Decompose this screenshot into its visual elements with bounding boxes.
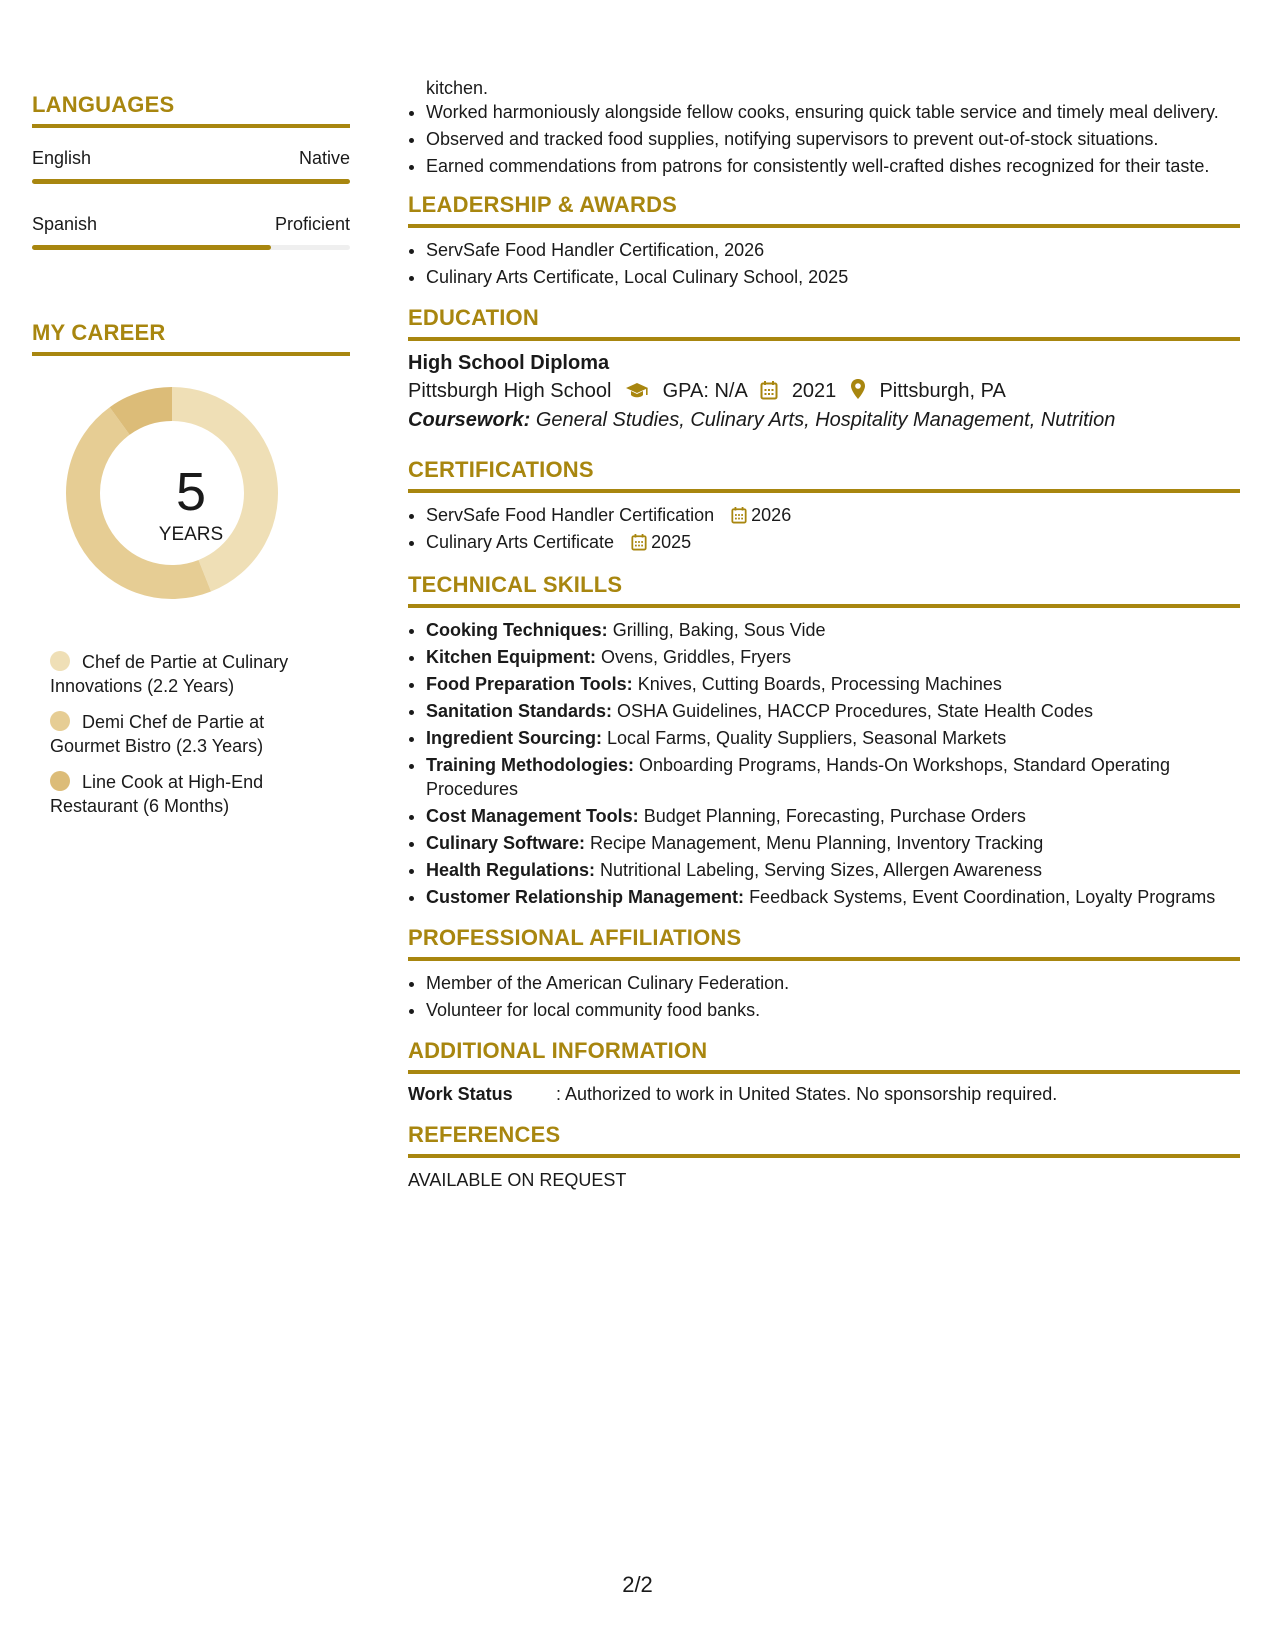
- skill-value: Onboarding Programs, Hands-On Workshops, Standard Operating Procedures: [426, 755, 1170, 799]
- career-legend-item: [50, 770, 330, 818]
- language-bar-fill: [32, 245, 271, 250]
- certification-name: Culinary Arts Certificate: [426, 532, 615, 552]
- skill-label: Cooking Techniques:: [426, 620, 608, 640]
- main-column: [408, 0, 1240, 1192]
- list-item: • Earned commendations from patrons for consistently well-crafted dishes recognized for their taste.: [426, 154, 1240, 178]
- calendar-icon: [760, 380, 778, 400]
- certifications-title: CERTIFICATIONS: [408, 457, 1240, 493]
- career-donut: [32, 386, 350, 616]
- certification-year: 2025: [651, 532, 692, 552]
- sidebar: [32, 0, 350, 830]
- additional-info-title: ADDITIONAL INFORMATION: [408, 1038, 1240, 1074]
- skill-value: Ovens, Griddles, Fryers: [601, 647, 792, 667]
- education-degree: High School Diploma: [408, 352, 610, 374]
- skill-value: Recipe Management, Menu Planning, Inventory Tracking: [590, 833, 1044, 853]
- experience-bullets: [408, 100, 1240, 178]
- language-name: Spanish: [32, 214, 98, 234]
- skill-label: Kitchen Equipment:: [426, 647, 596, 667]
- career-legend-label: Line Cook at High-End Restaurant (6 Months): [50, 772, 264, 816]
- list-item: • Volunteer for local community food banks.: [426, 998, 1240, 1022]
- skill-value: Feedback Systems, Event Coordination, Loyalty Programs: [749, 887, 1216, 907]
- work-status-row: [408, 1082, 1240, 1106]
- list-item: [426, 831, 1240, 855]
- language-bar: [32, 179, 350, 184]
- list-item: [426, 753, 1240, 801]
- career-legend: [32, 650, 330, 818]
- career-donut-slice: [120, 404, 172, 421]
- experience-continuation: kitchen.: [426, 78, 489, 98]
- education-school: Pittsburgh High School: [408, 380, 612, 402]
- skill-value: Nutritional Labeling, Serving Sizes, Allergen Awareness: [600, 860, 1042, 880]
- list-item: [426, 645, 1240, 669]
- calendar-icon: [731, 506, 747, 524]
- language-name: English: [32, 148, 92, 168]
- education-location: Pittsburgh, PA: [879, 380, 1006, 402]
- list-item: [426, 858, 1240, 882]
- education-entry: [408, 349, 1240, 435]
- location-pin-icon: [850, 378, 866, 400]
- skill-value: Local Farms, Quality Suppliers, Seasonal Markets: [607, 728, 1007, 748]
- language-level: Proficient: [274, 214, 350, 234]
- list-item: [426, 885, 1240, 909]
- list-item: [426, 726, 1240, 750]
- skill-value: Grilling, Baking, Sous Vide: [612, 620, 826, 640]
- list-item: [426, 530, 1240, 554]
- work-status-value: : Authorized to work in United States. No sponsorship required.: [556, 1084, 1058, 1104]
- list-item: • Worked harmoniously alongside fellow cooks, ensuring quick table service and timely meal delivery.: [426, 100, 1240, 124]
- certification-name: ServSafe Food Handler Certification: [426, 505, 715, 525]
- graduation-cap-icon: [625, 382, 649, 400]
- skill-label: Customer Relationship Management:: [426, 887, 745, 907]
- affiliations-title: PROFESSIONAL AFFILIATIONS: [408, 925, 1240, 961]
- languages-title: LANGUAGES: [32, 92, 350, 128]
- list-item: [426, 804, 1240, 828]
- skill-label: Food Preparation Tools:: [426, 674, 633, 694]
- education-gpa: GPA: N/A: [662, 380, 747, 402]
- list-item: [426, 503, 1240, 527]
- list-item: [426, 672, 1240, 696]
- education-details: [408, 377, 1240, 406]
- career-legend-label: Demi Chef de Partie at Gourmet Bistro (2.3 Years): [50, 712, 265, 756]
- certification-year: 2026: [751, 505, 792, 525]
- references-title: REFERENCES: [408, 1122, 1240, 1158]
- skill-value: Knives, Cutting Boards, Processing Machines: [637, 674, 1002, 694]
- legend-dot-icon: [50, 651, 70, 671]
- affiliations-list: [408, 971, 1240, 1022]
- leadership-list: [408, 238, 1240, 289]
- language-bar-fill: [32, 179, 350, 184]
- skills-list: [408, 618, 1240, 909]
- legend-dot-icon: [50, 771, 70, 791]
- skill-label: Ingredient Sourcing:: [426, 728, 603, 748]
- career-total-number: 5: [175, 462, 207, 522]
- education-title: EDUCATION: [408, 305, 1240, 341]
- skill-label: Training Methodologies:: [426, 755, 634, 775]
- career-legend-item: [50, 650, 330, 698]
- language-level: Native: [298, 148, 350, 168]
- work-status-label: Work Status: [408, 1084, 513, 1104]
- certifications-list: [408, 503, 1240, 554]
- list-item: [426, 699, 1240, 723]
- language-item: [32, 214, 350, 250]
- list-item: • Member of the American Culinary Federation.: [426, 971, 1240, 995]
- skill-label: Culinary Software:: [426, 833, 586, 853]
- language-bar: [32, 245, 350, 250]
- education-year: 2021: [791, 380, 837, 402]
- education-coursework: [408, 406, 1240, 435]
- references-text: AVAILABLE ON REQUEST: [408, 1170, 627, 1190]
- coursework-value: General Studies, Culinary Arts, Hospitality Management, Nutrition: [535, 409, 1116, 431]
- career-legend-label: Chef de Partie at Culinary Innovations (2.2 Years): [50, 652, 289, 696]
- language-item: [32, 148, 350, 184]
- career-title: MY CAREER: [32, 320, 350, 356]
- calendar-icon: [631, 533, 647, 551]
- list-item: • ServSafe Food Handler Certification, 2026: [426, 238, 1240, 262]
- skills-title: TECHNICAL SKILLS: [408, 572, 1240, 608]
- list-item: • Culinary Arts Certificate, Local Culinary School, 2025: [426, 265, 1240, 289]
- skill-label: Health Regulations:: [426, 860, 596, 880]
- list-item: [426, 618, 1240, 642]
- career-legend-item: [50, 710, 330, 758]
- legend-dot-icon: [50, 711, 70, 731]
- leadership-title: LEADERSHIP & AWARDS: [408, 192, 1240, 228]
- skill-value: OSHA Guidelines, HACCP Procedures, State Health Codes: [617, 701, 1093, 721]
- skill-label: Sanitation Standards:: [426, 701, 613, 721]
- skill-label: Cost Management Tools:: [426, 806, 639, 826]
- list-item: • Observed and tracked food supplies, notifying supervisors to prevent out-of-stock situations.: [426, 127, 1240, 151]
- skill-value: Budget Planning, Forecasting, Purchase Orders: [643, 806, 1026, 826]
- career-total-unit: YEARS: [158, 524, 224, 545]
- page-number: 2/2: [622, 1572, 653, 1597]
- coursework-label: Coursework:: [408, 409, 531, 431]
